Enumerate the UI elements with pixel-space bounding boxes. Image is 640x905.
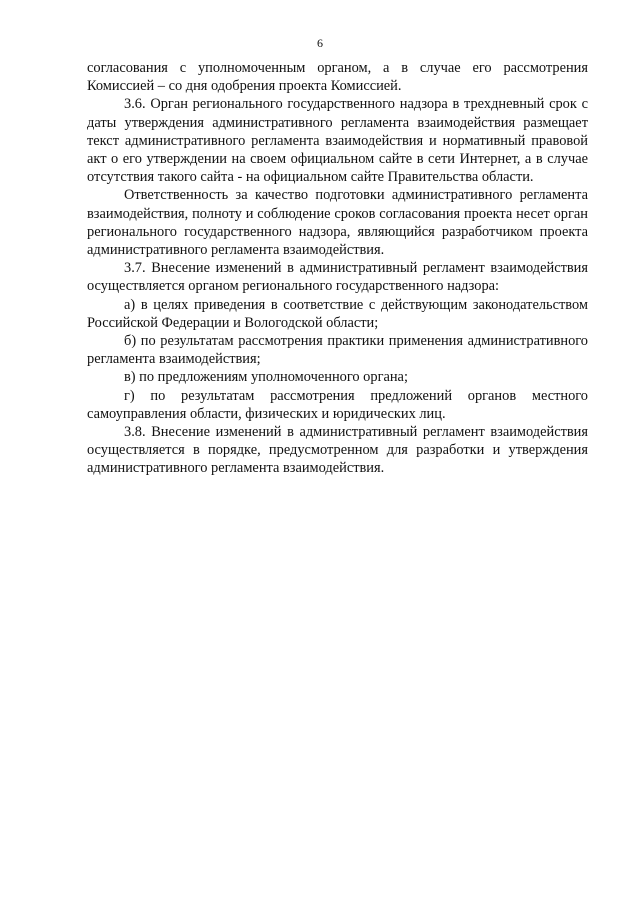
list-item-v: в) по предложениям уполномоченного органа; bbox=[124, 369, 408, 386]
paragraph-responsibility: Ответственность за качество подготовки административного регламента взаимодействия, полноту и соблюдение сроков согласования проекта несет орган регионального государственного надзора, являющийся разработчиком проекта административного регламента взаимодействия. bbox=[87, 187, 588, 259]
paragraph-3-6: 3.6. Орган регионального государственного надзора в трехдневный срок с даты утверждения административного регламента взаимодействия размещает текст административного регламента взаимодействия и нормативный правовой акт о его утверждении на своем официальном сайте в сети Интернет, а в случае отсутствия такого сайта - на официальном сайте Правительства области. bbox=[87, 96, 588, 186]
page-number: 6 bbox=[317, 36, 323, 50]
paragraph-continuation: согласования с уполномоченным органом, а в случае его рассмотрения Комиссией – со дня одобрения проекта Комиссией. bbox=[87, 60, 588, 95]
paragraph-3-8: 3.8. Внесение изменений в административный регламент взаимодействия осуществляется в порядке, предусмотренном для разработки и утверждения административного регламента взаимодействия. bbox=[87, 424, 588, 477]
paragraph-3-7: 3.7. Внесение изменений в административный регламент взаимодействия осуществляется органом регионального государственного надзора: bbox=[87, 260, 588, 295]
list-item-b: б) по результатам рассмотрения практики применения административного регламента взаимодействия; bbox=[87, 333, 588, 368]
list-item-g: г) по результатам рассмотрения предложений органов местного самоуправления области, физических и юридических лиц. bbox=[87, 387, 588, 422]
document-body bbox=[87, 59, 588, 478]
list-item-a: а) в целях приведения в соответствие с действующим законодательством Российской Федерации и Вологодской области; bbox=[87, 296, 588, 331]
